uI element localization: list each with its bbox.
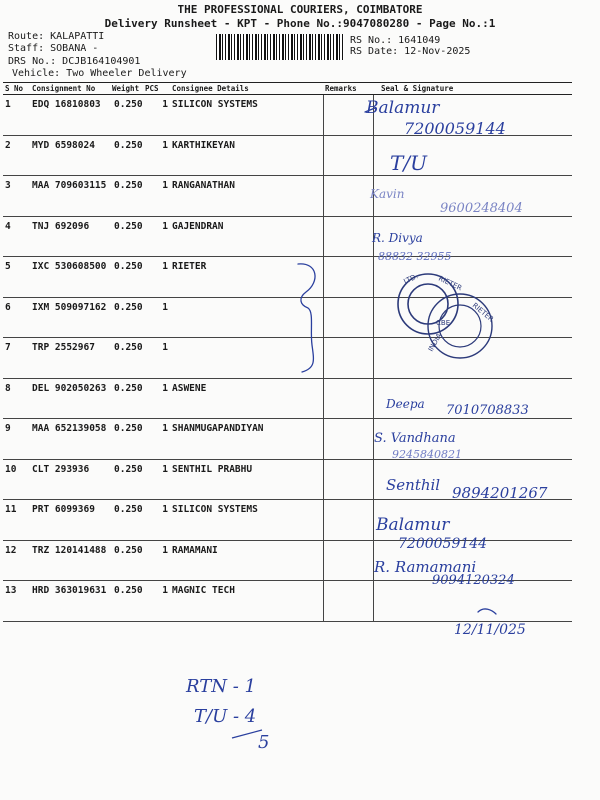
row-sno: 4	[3, 216, 30, 257]
row-sno: 6	[3, 297, 30, 338]
row-consignee: SILICON SYSTEMS	[170, 95, 323, 136]
row-weight: 0.250	[110, 257, 143, 298]
sig12-phone: 9094120324	[432, 573, 515, 588]
row-weight: 0.250	[110, 459, 143, 500]
row-pcs: 1	[143, 95, 170, 136]
stamp-text-a: LTD.	[402, 272, 420, 286]
row-consignment-no: MYD 6598024	[30, 135, 110, 176]
col-consignee: Consignee Details	[170, 83, 323, 95]
row-sno: 11	[3, 500, 30, 541]
row-pcs: 1	[143, 459, 170, 500]
col-seal-signature: Seal & Signature	[373, 83, 572, 95]
col-weight: Weight	[110, 83, 143, 95]
row-consignment-no: IXC 530608500	[30, 257, 110, 298]
row-consignment-no: PRT 6099369	[30, 500, 110, 541]
rs-date: RS Date: 12-Nov-2025	[350, 46, 471, 57]
staff-label: Staff: SOBANA -	[8, 43, 99, 54]
row-consignee: RIETER	[170, 257, 323, 298]
col-pcs: PCS	[143, 83, 170, 95]
row-sno: 5	[3, 257, 30, 298]
route-label: Route: KALAPATTI	[8, 31, 105, 42]
col-consignment: Consignment No	[30, 83, 110, 95]
row-sno: 13	[3, 581, 30, 622]
row-pcs: 1	[143, 135, 170, 176]
row-sno: 8	[3, 378, 30, 419]
row-weight: 0.250	[110, 581, 143, 622]
row-pcs: 1	[143, 216, 170, 257]
summary-tu: T/U - 4	[194, 706, 257, 727]
row-pcs: 1	[143, 581, 170, 622]
row-weight: 0.250	[110, 95, 143, 136]
row-consignment-no: MAA 709603115	[30, 176, 110, 217]
row-weight: 0.250	[110, 135, 143, 176]
row-pcs: 1	[143, 540, 170, 581]
row-pcs: 1	[143, 378, 170, 419]
date-mark	[478, 609, 496, 614]
row-consignee: RANGANATHAN	[170, 176, 323, 217]
sig3-name: Kavin	[370, 187, 405, 201]
row-consignment-no: MAA 652139058	[30, 419, 110, 460]
sig8-phone: 7010708833	[446, 403, 529, 418]
rs-number: RS No.: 1641049	[350, 35, 441, 46]
row-consignment-no: TRZ 120141488	[30, 540, 110, 581]
row-consignee: ASWENE	[170, 378, 323, 419]
sig3-phone: 9600248404	[440, 201, 523, 216]
row-sno: 3	[3, 176, 30, 217]
sig9-name: S. Vandhana	[374, 431, 456, 446]
sig1-name: Balamur	[366, 98, 440, 118]
row-consignment-no: EDQ 16810803	[30, 95, 110, 136]
row-sno: 12	[3, 540, 30, 581]
sig11-phone: 7200059144	[398, 536, 488, 552]
sig4-phone: 88832 32955	[378, 250, 452, 263]
row-weight: 0.250	[110, 378, 143, 419]
row-weight: 0.250	[110, 216, 143, 257]
row-weight: 0.250	[110, 419, 143, 460]
row-consignee: KARTHIKEYAN	[170, 135, 323, 176]
sig2: T/U	[390, 151, 427, 175]
company-name: THE PROFESSIONAL COURIERS, COIMBATORE	[177, 3, 423, 16]
brace-mark	[298, 264, 315, 372]
row-consignment-no: TRP 2552967	[30, 338, 110, 379]
stamp-text-c: CBE	[436, 319, 451, 327]
row-pcs: 1	[143, 338, 170, 379]
row-pcs: 1	[143, 297, 170, 338]
sig1-phone: 7200059144	[404, 119, 506, 138]
sig8-name: Deepa	[386, 397, 425, 411]
summary-total: 5	[258, 732, 270, 753]
row-sno: 7	[3, 338, 30, 379]
stamp-text-e: INDIA	[426, 332, 444, 353]
row-pcs: 1	[143, 257, 170, 298]
row-consignee: RAMAMANI	[170, 540, 323, 581]
row-consignment-no: TNJ 692096	[30, 216, 110, 257]
stamp-text-d: RIETER	[470, 301, 495, 324]
runsheet-title: Delivery Runsheet - KPT - Phone No.:9047080280 - Page No.:1	[104, 17, 496, 30]
row-pcs: 1	[143, 419, 170, 460]
row-consignee: MAGNIC TECH	[170, 581, 323, 622]
row-consignment-no: HRD 363019631	[30, 581, 110, 622]
sig13-date: 12/11/025	[454, 622, 526, 638]
row-sno: 1	[3, 95, 30, 136]
row-weight: 0.250	[110, 176, 143, 217]
row-consignee: SILICON SYSTEMS	[170, 500, 323, 541]
seal-stamp	[398, 274, 492, 358]
row-consignee: SHANMUGAPANDIYAN	[170, 419, 323, 460]
stamp-text-b: RIETER	[437, 274, 464, 293]
sig10-name: Senthil	[386, 476, 441, 494]
row-consignee: SENTHIL PRABHU	[170, 459, 323, 500]
row-pcs: 1	[143, 176, 170, 217]
row-consignee: GAJENDRAN	[170, 216, 323, 257]
row-weight: 0.250	[110, 500, 143, 541]
vehicle-label: Vehicle: Two Wheeler Delivery	[12, 68, 187, 79]
sig11-name: Balamur	[376, 515, 450, 535]
row-sno: 9	[3, 419, 30, 460]
row-pcs: 1	[143, 500, 170, 541]
row-sno: 2	[3, 135, 30, 176]
row-consignment-no: DEL 902050263	[30, 378, 110, 419]
row-consignment-no: IXM 509097162	[30, 297, 110, 338]
row-consignment-no: CLT 293936	[30, 459, 110, 500]
row-weight: 0.250	[110, 540, 143, 581]
sig12-name: R. Ramamani	[374, 558, 477, 576]
drs-number: DRS No.: DCJB164104901	[8, 56, 141, 67]
row-sno: 10	[3, 459, 30, 500]
sig10-phone: 9894201267	[452, 484, 548, 502]
sig9-phone: 9245840821	[392, 448, 462, 461]
summary-rtn: RTN - 1	[186, 676, 256, 697]
col-remarks: Remarks	[323, 83, 373, 95]
row-weight: 0.250	[110, 338, 143, 379]
sig4-name: R. Divya	[372, 231, 423, 245]
col-sno: S No	[3, 83, 30, 95]
row-weight: 0.250	[110, 297, 143, 338]
